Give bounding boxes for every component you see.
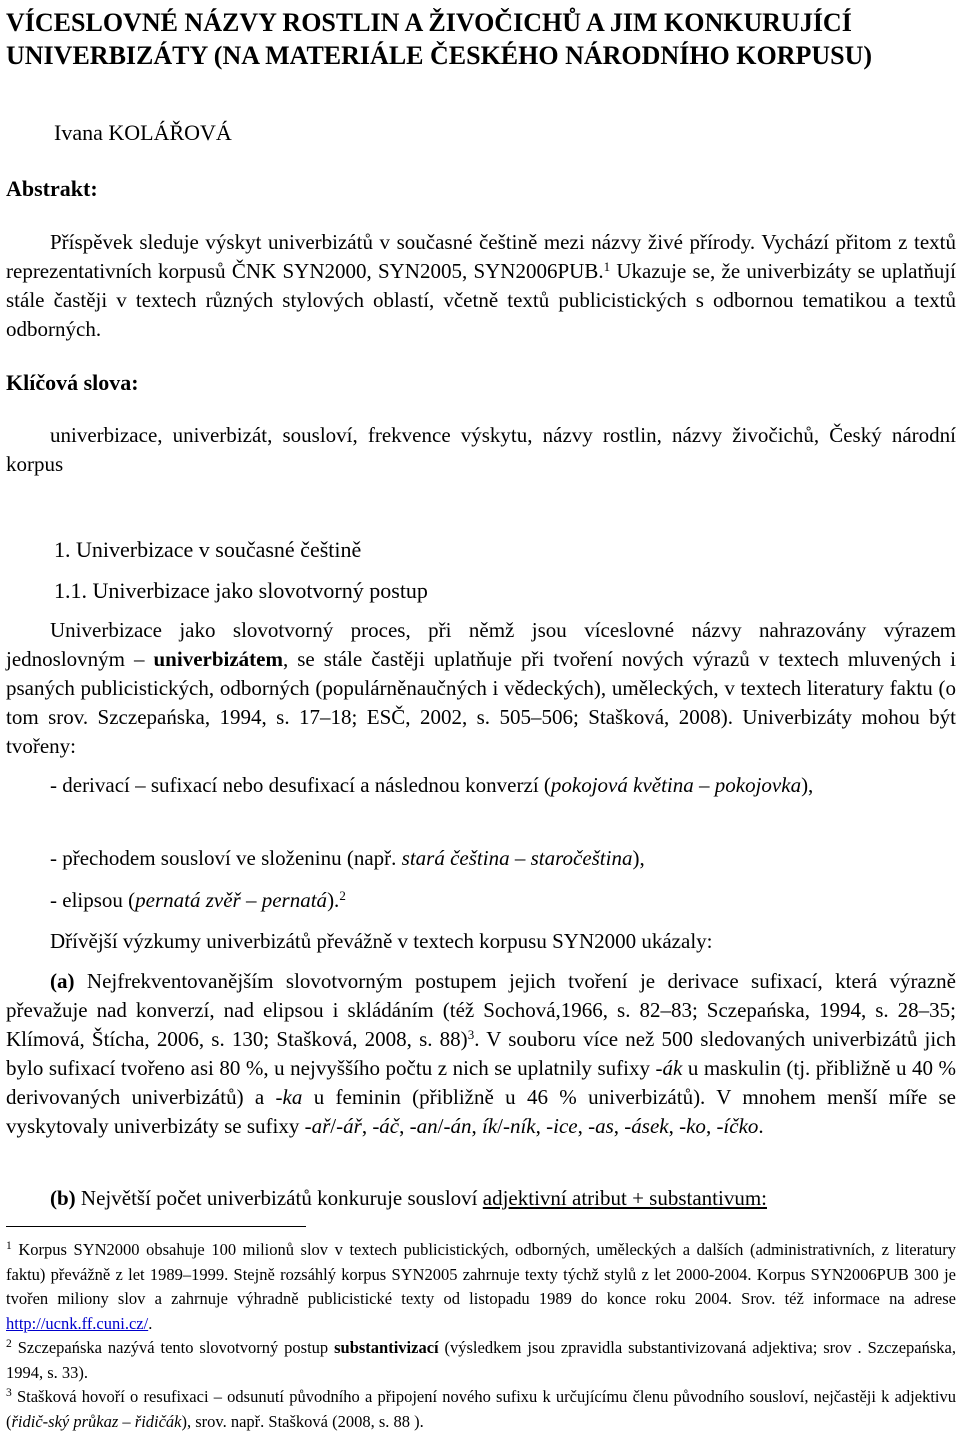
example-term: staročeština bbox=[530, 846, 633, 870]
list-item-ellipsis bbox=[6, 886, 956, 915]
footnote-divider bbox=[6, 1226, 306, 1227]
footnote-text: Stašková hovoří o resufixaci – odsunutí původního a připojení nového sufixu k určujícímu členu původního sousloví, nejčastěji k adjektivu ( bbox=[6, 1387, 956, 1431]
suffix: -áč bbox=[372, 1114, 400, 1138]
separator: / bbox=[497, 1114, 503, 1138]
section-heading-1-1: 1.1. Univerbizace jako slovotvorný postup bbox=[54, 578, 428, 603]
footnotes bbox=[6, 1238, 956, 1434]
paragraph-text: . V souboru více než 500 sledovaných univerbizátů jich bylo sufixací tvořeno asi 80 %, u nejvyššího počtu z nich se uplatnily sufixy bbox=[6, 1027, 957, 1080]
paragraph-text: Největší počet univerbizátů konkuruje sousloví bbox=[75, 1186, 483, 1210]
footnote-text: Korpus SYN2000 obsahuje 100 milionů slov v textech publicistických, odborných, uměleckých a dalších (administrativních, z literatury faktu) převážně z let 1989–1999. Stejně rozsáhlý korpus SYN2005 zahrnuje texty týchž stylů z let 2000-2004. Korpus SYN2006PUB 300 je tvořen miliony slov a zahrnuje výhradně publicistické texty od listopadu 1989 do konce roku 2004. Srov. též informace na adrese bbox=[6, 1240, 956, 1308]
paragraph-b bbox=[6, 1184, 956, 1213]
section-heading-1: 1. Univerbizace v současné češtině bbox=[54, 537, 362, 562]
suffix: -an bbox=[409, 1114, 438, 1138]
underlined-phrase: adjektivní atribut + substantivum: bbox=[482, 1186, 767, 1210]
suffix: -íčko bbox=[716, 1114, 759, 1138]
footnote-text: ), srov. např. Stašková (2008, s. 88 ). bbox=[181, 1411, 424, 1431]
separator: , bbox=[535, 1114, 547, 1138]
suffix: -as bbox=[588, 1114, 614, 1138]
suffix: ík bbox=[481, 1114, 498, 1138]
example-term: pokojová květina bbox=[550, 773, 694, 797]
bold-term: univerbizátem bbox=[153, 647, 283, 671]
list-item-derivation bbox=[6, 771, 956, 800]
paragraph-text: u feminin (přibližně u 46 % univerbizátů). V mnohem menší míře se vyskytovaly univerbizáty se sufixy bbox=[6, 1085, 956, 1138]
footnote-ref-3: 3 bbox=[467, 1026, 475, 1042]
paragraph-text: Nejfrekventovanějším slovotvorným postupem jejich tvoření je derivace sufixací, která výrazně převažuje nad konverzí, nad elipsou i skládáním (též Sochová,1966, s. 82–83; Sczepańska, 1994, s. 28–35; Klímová, Štícha, 2006, s. 130; Stašková, 2008, s. 88) bbox=[6, 969, 956, 1051]
suffix: -ář bbox=[336, 1114, 362, 1138]
suffix: -ař bbox=[304, 1114, 331, 1138]
footnote-ref-1: 1 bbox=[603, 258, 611, 274]
paragraph-a bbox=[6, 967, 956, 1141]
separator: / bbox=[437, 1114, 444, 1138]
example-term: pernatá zvěř bbox=[135, 888, 241, 912]
paragraph-label: (b) bbox=[50, 1186, 76, 1210]
suffix: -ák bbox=[655, 1056, 683, 1080]
paper-title: VÍCESLOVNÉ NÁZVY ROSTLIN A ŽIVOČICHŮ A JIM KONKURUJÍCÍ UNIVERBIZÁTY (NA MATERIÁLE ČESKÉHO NÁRODNÍHO KORPUSU) bbox=[6, 8, 873, 70]
example-term: pernatá bbox=[261, 888, 328, 912]
abstract-text bbox=[6, 228, 956, 344]
separator: , bbox=[705, 1114, 717, 1138]
footnote-number: 1 bbox=[6, 1240, 12, 1253]
abstract-text-part: Příspěvek sleduje výskyt univerbizátů v současné češtině mezi názvy živé přírody. Vychází přitom z textů reprezentativních korpusů ČNK SYN2000, SYN2005, SYN2006PUB. bbox=[6, 230, 956, 283]
author-name: Ivana KOLÁŘOVÁ bbox=[54, 120, 232, 145]
list-text: ), bbox=[632, 846, 645, 870]
suffix: -ka bbox=[275, 1085, 303, 1109]
separator: . bbox=[758, 1114, 764, 1138]
separator: , bbox=[361, 1114, 373, 1138]
separator: , bbox=[613, 1114, 625, 1138]
suffix: -ásek bbox=[624, 1114, 669, 1138]
bold-term: substantivizací bbox=[334, 1338, 439, 1357]
suffix: -ník bbox=[502, 1114, 536, 1138]
footnote-text: Szczepańska nazývá tento slovotvorný postup bbox=[11, 1338, 335, 1357]
list-text: - elipsou ( bbox=[50, 888, 136, 912]
example-term: řidič-ský průkaz – řidičák bbox=[11, 1411, 182, 1431]
footnote-number: 2 bbox=[6, 1338, 12, 1351]
paragraph-previous-research: Dřívější výzkumy univerbizátů převážně v textech korpusu SYN2000 ukázaly: bbox=[50, 929, 713, 953]
footnote-2 bbox=[6, 1336, 956, 1385]
paragraph-text: Univerbizace jako slovotvorný proces, při němž jsou víceslovné názvy nahrazovány výrazem jednoslovným – bbox=[6, 618, 956, 671]
example-term: pokojovka bbox=[714, 773, 802, 797]
separator: / bbox=[330, 1114, 337, 1138]
list-text: – bbox=[693, 773, 715, 797]
footnote-ref-2: 2 bbox=[339, 887, 346, 903]
paragraph-text: , se stále častěji uplatňuje při tvoření nových výrazů v textech mluvených i psaných publicistických, odborných (populárněnaučných i vědeckých), uměleckých, v textech literatury faktu (o tom srov. Szczepańska, 1994, s. 17–18; ESČ, 2002, s. 505–506; Stašková, 2008). Univerbizáty mohou být tvořeny: bbox=[6, 647, 956, 758]
keywords-text: univerbizace, univerbizát, sousloví, frekvence výskytu, názvy rostlin, názvy živočichů, Český národní korpus bbox=[6, 423, 956, 476]
footnote-1 bbox=[6, 1238, 956, 1336]
list-text: – bbox=[509, 846, 531, 870]
abstract-text-part: Ukazuje se, že univerbizáty se uplatňují stále častěji v textech různých stylových oblastí, včetně textů publicistických s odbornou tematikou a textů odborných. bbox=[6, 259, 956, 341]
abstract-heading: Abstrakt: bbox=[6, 176, 98, 201]
footnote-text: (výsledkem jsou zpravidla substantivizovaná adjektiva; srov . Szczepańska, 1994, s. 33). bbox=[6, 1338, 957, 1382]
suffix: -ko bbox=[679, 1114, 706, 1138]
separator: , bbox=[471, 1114, 482, 1138]
paragraph-univerbizace bbox=[6, 616, 956, 761]
footnote-text: . bbox=[148, 1313, 153, 1333]
suffix: -ice bbox=[546, 1114, 578, 1138]
paragraph-text: u maskulin (tj. přibližně u 40 % derivovaných univerbizátů) a bbox=[6, 1056, 956, 1109]
list-text: - derivací – sufixací nebo desufixací a následnou konverzí ( bbox=[50, 773, 551, 797]
keywords-heading: Klíčová slova: bbox=[6, 370, 139, 395]
corpus-url-link[interactable]: http://ucnk.ff.cuni.cz/ bbox=[6, 1313, 149, 1333]
list-text: – bbox=[240, 888, 262, 912]
suffix: -án bbox=[443, 1114, 472, 1138]
list-text: - přechodem sousloví ve složeninu (např. bbox=[50, 846, 402, 870]
separator: , bbox=[399, 1114, 410, 1138]
list-text: ), bbox=[801, 773, 814, 797]
separator: , bbox=[668, 1114, 680, 1138]
example-term: stará čeština bbox=[401, 846, 510, 870]
list-item-composition bbox=[6, 844, 956, 873]
footnote-number: 3 bbox=[6, 1387, 12, 1400]
footnote-3 bbox=[6, 1385, 956, 1434]
paragraph-label: (a) bbox=[50, 969, 75, 993]
list-text: ). bbox=[327, 888, 340, 912]
separator: , bbox=[577, 1114, 589, 1138]
